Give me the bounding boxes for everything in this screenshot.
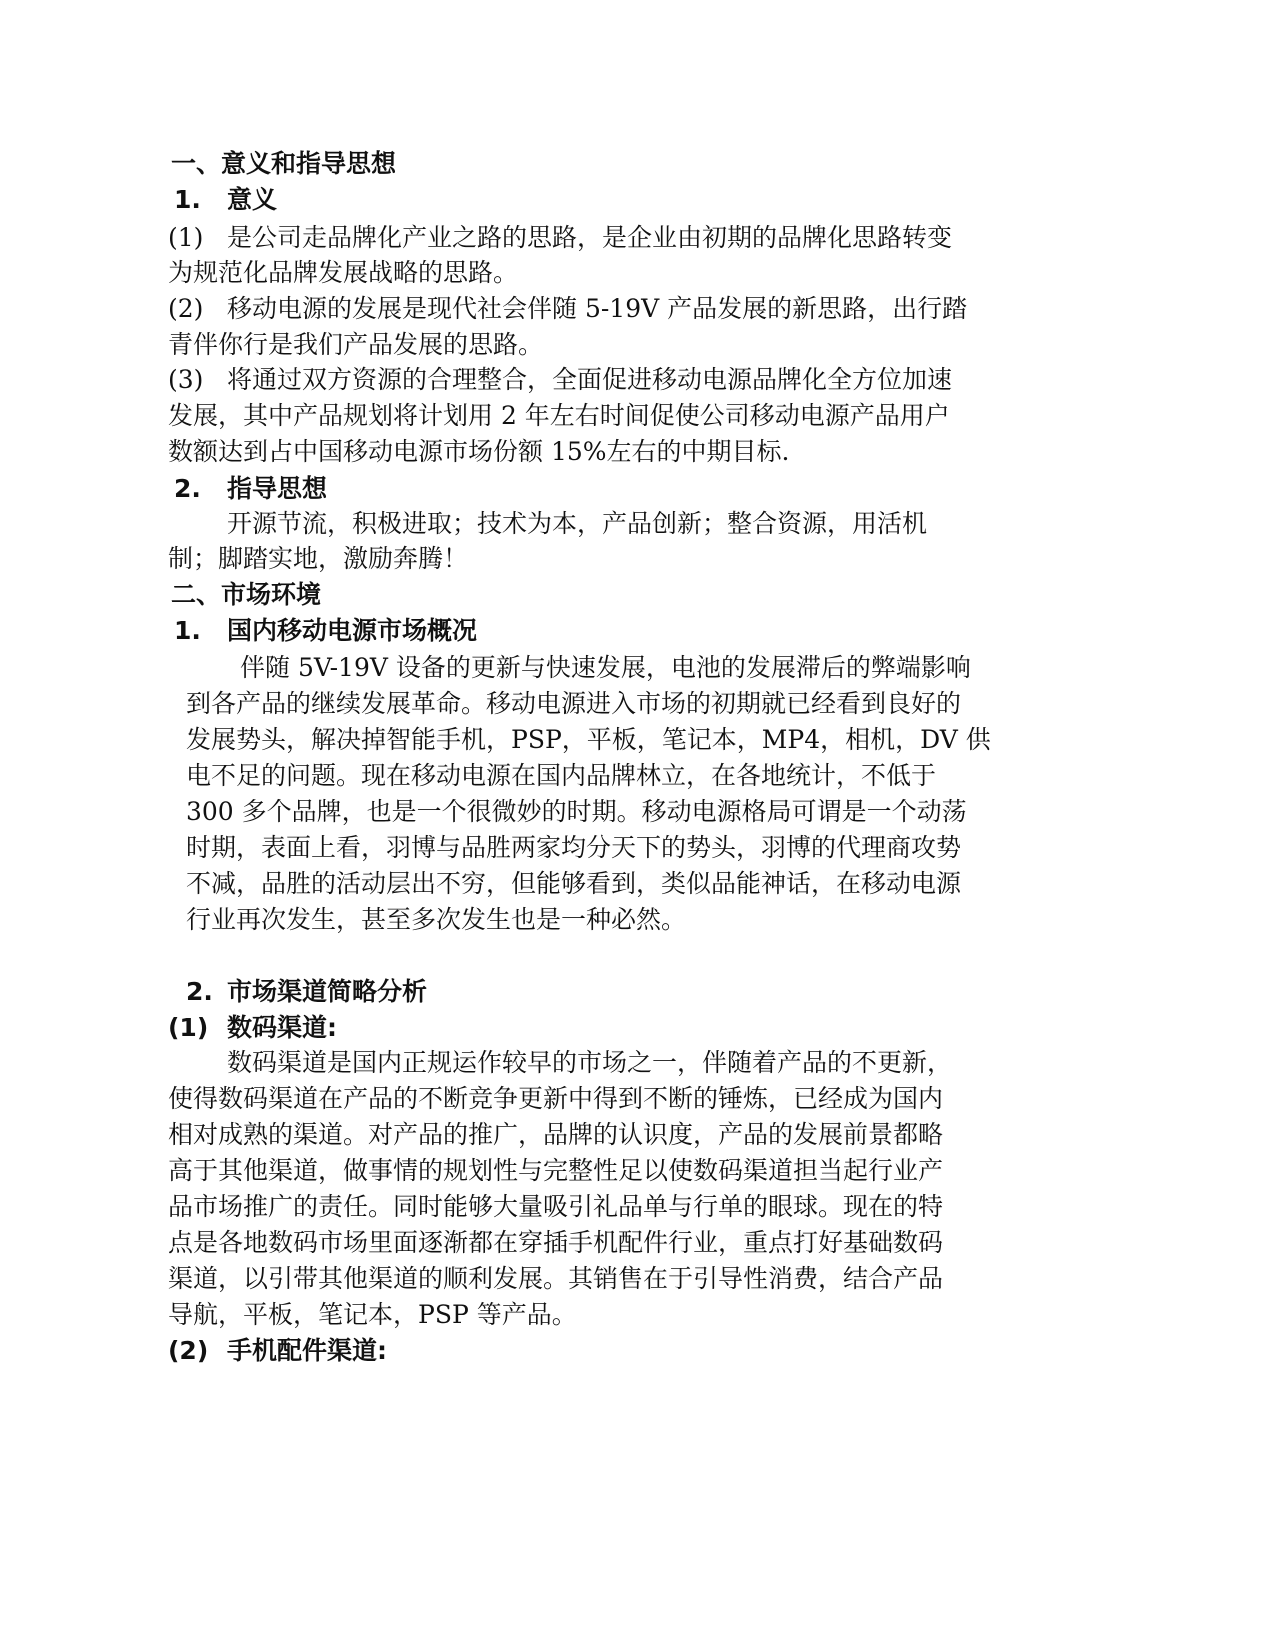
paragraph-line: 开源节流，积极进取；技术为本，产品创新；整合资源，用活机: [227, 509, 928, 538]
section-heading: 二、市场环境: [171, 580, 322, 609]
subsection-title: 意义: [227, 185, 278, 214]
paragraph-line: 数码渠道是国内正规运作较早的市场之一，伴随着产品的不更新，: [227, 1048, 953, 1077]
section-heading: 一、意义和指导思想: [171, 149, 397, 178]
paragraph-line: 数额达到占中国移动电源市场份额 15%左右的中期目标.: [168, 437, 790, 466]
subsection-number: 2.: [186, 977, 213, 1006]
paragraph-line: 点是各地数码市场里面逐渐都在穿插手机配件行业，重点打好基础数码: [168, 1228, 944, 1257]
item-number: (1): [168, 1013, 209, 1042]
paragraph-line: 高于其他渠道，做事情的规划性与完整性足以使数码渠道担当起行业产: [168, 1156, 944, 1185]
paragraph-line: 时期，表面上看，羽博与品胜两家均分天下的势头，羽博的代理商攻势: [186, 833, 962, 862]
subsection-title: 市场渠道简略分析: [227, 977, 428, 1006]
paragraph-line: 300 多个品牌，也是一个很微妙的时期。移动电源格局可谓是一个动荡: [186, 797, 967, 826]
paragraph-line: 导航，平板，笔记本，PSP 等产品。: [168, 1300, 577, 1329]
item-number: (1): [168, 223, 204, 252]
paragraph-line: 发展势头，解决掉智能手机，PSP，平板，笔记本，MP4，相机，DV 供: [186, 725, 991, 754]
subsection-number: 2.: [174, 474, 201, 503]
item-number: (3): [168, 365, 204, 394]
paragraph-line: 相对成熟的渠道。对产品的推广，品牌的认识度，产品的发展前景都略: [168, 1120, 944, 1149]
paragraph-line: 到各产品的继续发展革命。移动电源进入市场的初期就已经看到良好的: [186, 689, 962, 718]
paragraph-line: 电不足的问题。现在移动电源在国内品牌林立，在各地统计，不低于: [186, 761, 937, 790]
paragraph-line: 制；脚踏实地，激励奔腾！: [168, 544, 469, 573]
paragraph-line: 是公司走品牌化产业之路的思路，是企业由初期的品牌化思路转变: [227, 223, 953, 252]
paragraph-line: 发展，其中产品规划将计划用 2 年左右时间促使公司移动电源产品用户: [168, 401, 950, 430]
paragraph-line: 不减，品胜的活动层出不穷，但能够看到，类似品能神话，在移动电源: [186, 869, 962, 898]
item-number: (2): [168, 1336, 209, 1365]
channel-title: 数码渠道:: [227, 1013, 337, 1042]
paragraph-line: 使得数码渠道在产品的不断竞争更新中得到不断的锤炼，已经成为国内: [168, 1084, 944, 1113]
paragraph-line: 青伴你行是我们产品发展的思路。: [168, 330, 544, 359]
subsection-title: 国内移动电源市场概况: [227, 616, 478, 645]
subsection-number: 1.: [174, 185, 201, 214]
item-number: (2): [168, 294, 204, 323]
paragraph-line: 伴随 5V-19V 设备的更新与快速发展，电池的发展滞后的弊端影响: [240, 653, 971, 682]
paragraph-line: 将通过双方资源的合理整合，全面促进移动电源品牌化全方位加速: [227, 365, 953, 394]
paragraph-line: 移动电源的发展是现代社会伴随 5-19V 产品发展的新思路，出行踏: [227, 294, 968, 323]
subsection-number: 1.: [174, 616, 201, 645]
subsection-title: 指导思想: [227, 474, 328, 503]
paragraph-line: 品市场推广的责任。同时能够大量吸引礼品单与行单的眼球。现在的特: [168, 1192, 944, 1221]
paragraph-line: 渠道，以引带其他渠道的顺利发展。其销售在于引导性消费，结合产品: [168, 1264, 944, 1293]
paragraph-line: 行业再次发生，甚至多次发生也是一种必然。: [186, 905, 687, 934]
paragraph-line: 为规范化品牌发展战略的思路。: [168, 258, 519, 287]
channel-title: 手机配件渠道:: [227, 1336, 387, 1365]
